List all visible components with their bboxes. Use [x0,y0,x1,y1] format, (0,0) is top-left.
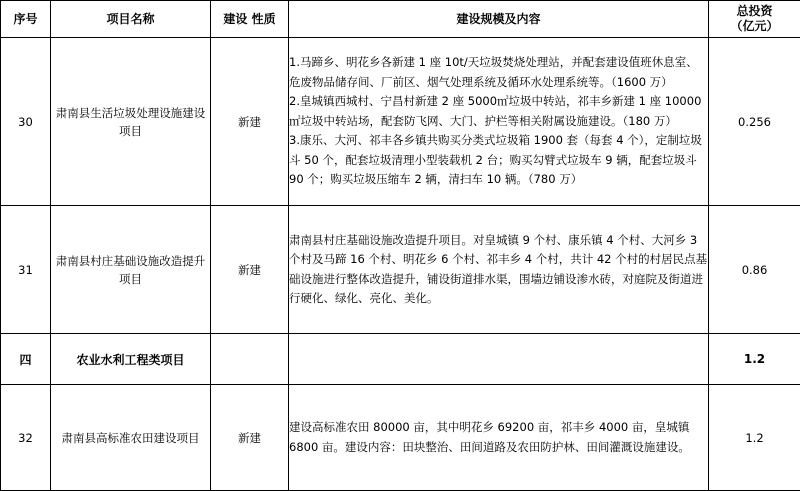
row-investment: 1.2 [709,385,800,491]
row-project-name: 肃南县生活垃圾处理设施建设项目 [51,38,211,206]
row-seq: 31 [1,206,51,334]
header-row [1,1,800,38]
table-row [1,206,800,334]
row-investment: 0.256 [709,38,800,206]
row-nature: 新建 [211,206,289,334]
row-seq: 30 [1,38,51,206]
row-nature: 新建 [211,38,289,206]
header-investment [709,1,800,38]
section-content-empty [289,334,709,385]
header-nature: 建设 性质 [211,1,289,38]
content-item: 建设高标准农田 80000 亩，其中明花乡 69200 亩，祁丰乡 4000 亩，皇城镇 6800 亩。建设内容：田块整治、田间道路及农田防护林、田间灌溉设施建设。 [289,420,690,454]
row-project-name: 肃南县村庄基础设施改造提升项目 [51,206,211,334]
header-name: 项目名称 [51,1,211,38]
header-investment-line1: 总投资 [736,4,773,18]
section-investment: 1.2 [709,334,800,385]
row-content [289,385,709,491]
header-seq: 序号 [1,1,51,38]
content-item: 3.康乐、大河、祁丰各乡镇共购买分类式垃圾箱 1900 套（每套 4 个），定制垃圾斗 50 个，配套垃圾清理小型装载机 2 台；购买勾臂式垃圾车 9 辆，配套垃圾斗 90 个；购买垃圾压缩车 2 辆，清扫车 10 辆。（780 万） [289,133,702,187]
row-content [289,206,709,334]
header-investment-line2: （亿元） [730,19,779,33]
row-content [289,38,709,206]
section-seq: 四 [1,334,51,385]
header-content: 建设规模及内容 [289,1,709,38]
table-row [1,38,800,206]
content-item: 1.马蹄乡、明花乡各新建 1 座 10t/天垃圾焚烧处理站，并配套建设值班休息室、危废物品储存间、厂前区、烟气处理系统及循环水处理系统等。（1600 万） [289,55,698,89]
section-name: 农业水利工程类项目 [51,334,211,385]
row-nature: 新建 [211,385,289,491]
row-investment: 0.86 [709,206,800,334]
table-row [1,385,800,491]
content-item: 肃南县村庄基础设施改造提升项目。对皇城镇 9 个村、康乐镇 4 个村、大河乡 3 个村及马蹄 16 个村、明花乡 6 个村、祁丰乡 4 个村，共计 42 个村的村居民点基础设施进行整体改造提升，铺设街道排水渠，围墙边铺设渗水砖，对庭院及街道进行硬化、绿化、亮化、美化。 [289,232,708,305]
section-nature-empty [211,334,289,385]
section-row [1,334,800,385]
row-seq: 32 [1,385,51,491]
content-item: 2.皇城镇西城村、宁昌村新建 2 座 5000㎡垃圾中转站，祁丰乡新建 1 座 10000㎡垃圾中转站场，配套防飞网、大门、护栏等相关附属设施建设。（180 万） [289,94,702,128]
row-project-name: 肃南县高标准农田建设项目 [51,385,211,491]
